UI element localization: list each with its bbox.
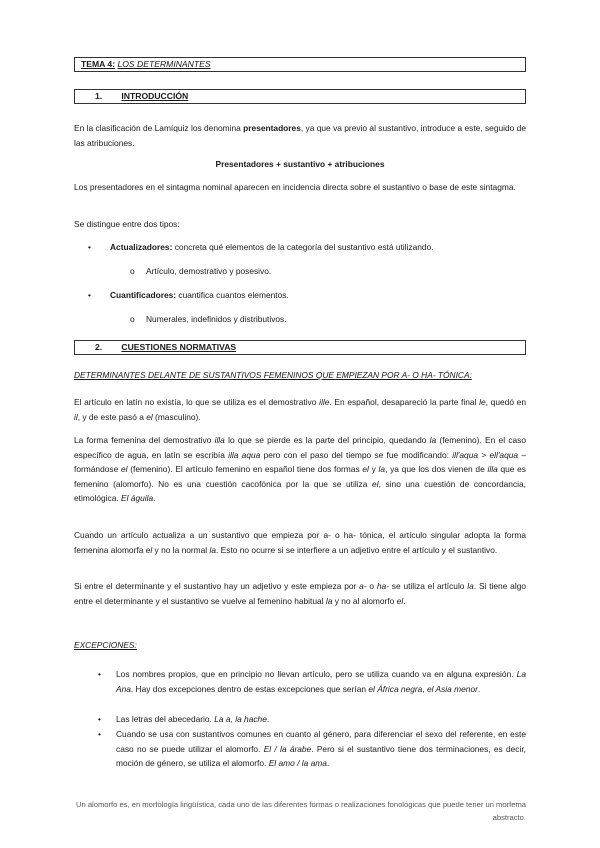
normativas-heading: DETERMINANTES DELANTE DE SUSTANTIVOS FEMENINOS QUE EMPIEZAN POR A- O HA- TÓNICA:: [74, 370, 472, 380]
section-2-number: 2.: [95, 342, 103, 352]
footnote: Un alomorfo es, en morfología lingüística, cada uno de las diferentes formas o realizaciones fonológicas que puede tener un morfema abstracto.: [76, 800, 526, 822]
section-1-title: INTRODUCCIÓN: [121, 91, 189, 101]
intro-paragraph-3: Se distingue entre dos tipos:: [74, 219, 180, 229]
normativas-paragraph-1: El artículo en latín no existía, lo que se utiliza es el demostrativo ille. En español, desapareció la parte final le, quedó en il, y de este pasó a el (masculino).: [74, 397, 526, 422]
section-2-heading: [74, 340, 526, 355]
sub-bullet-icon: o: [130, 314, 135, 324]
sub-item-actualizadores: Artículo, demostrativo y posesivo.: [146, 266, 272, 276]
intro-paragraph-1: En la clasificación de Lamíquiz los denomina presentadores, ya que va previo al sustantivo, introduce a este, seguido de las atribuciones.: [74, 123, 526, 148]
exception-item-2: Las letras del abecedario. La a, la hache.: [116, 714, 270, 724]
tema-label: TEMA 4:: [81, 59, 116, 69]
list-item-actualizadores: Actualizadores: concreta qué elementos de la categoría del sustantivo está utilizando.: [110, 242, 434, 252]
tema-title: LOS DETERMINANTES: [117, 59, 211, 69]
section-1-heading: [74, 89, 526, 104]
tema-title-box: [74, 57, 526, 72]
intro-formula: Presentadores + sustantivo + atribuciones: [215, 159, 385, 169]
intro-paragraph-2: Los presentadores en el sintagma nominal aparecen en incidencia directa sobre el sustantivo o base de este sintagma.: [74, 182, 516, 192]
bullet-icon: •: [88, 242, 91, 252]
excepciones-heading: EXCEPCIONES:: [74, 640, 137, 650]
exception-item-3: Cuando se usa con sustantivos comunes en cuanto al género, para diferenciar el sexo del referente, en este caso no se puede utilizar el alomorfo. El / la árabe. Pero si el sustantivo tiene dos terminaciones, es decir, moción de género, se utiliza el alomorfo. El amo / la ama.: [116, 729, 526, 769]
exception-item-1: Los nombres propios, que en principio no llevan artículo, pero se utiliza cuando va en alguna expresión. La Ana. Hay dos excepciones dentro de estas excepciones que serían el África negra, el Asia menor.: [116, 669, 526, 694]
sub-bullet-icon: o: [130, 266, 135, 276]
normativas-paragraph-2: La forma femenina del demostrativo illa lo que se pierde es la parte del principio, quedando la (femenino). En el caso específico de agua, en latín se escribía illa aqua pero con el paso del tiempo se fue modificando: ill'aqua > ell'aqua – formándose el (femenino). El artículo femenino en español tiene dos formas el y la, ya que los dos vienen de illa que es femenino (alomorfo). No es una cuestión cacofónica por la que se utiliza el, sino una cuestión de concordancia, etimológica. El águila.: [74, 435, 527, 504]
section-1-number: 1.: [95, 91, 103, 101]
normativas-paragraph-4: Si entre el determinante y el sustantivo hay un adjetivo y este empieza por a- o ha- se utiliza el artículo la. Si tiene algo entre el determinante y el sustantivo se vuelve al femenino habitual la y no al alomorfo el.: [74, 581, 527, 606]
normativas-paragraph-3: Cuando un artículo actualiza a un sustantivo que empieza por a- o ha- tónica, el artículo singular adopta la forma femenina alomorfa el y no la normal la. Esto no ocurre si se interfiere a un adjetivo entre el artículo y el sustantivo.: [74, 530, 526, 555]
list-item-cuantificadores: Cuantificadores: cuantifica cuantos elementos.: [110, 290, 289, 300]
bullet-icon: •: [98, 669, 101, 679]
bullet-icon: •: [98, 714, 101, 724]
section-2-title: CUESTIONES NORMATIVAS: [121, 342, 237, 352]
sub-item-cuantificadores: Numerales, indefinidos y distributivos.: [146, 314, 287, 324]
bullet-icon: •: [88, 290, 91, 300]
bullet-icon: •: [98, 729, 101, 739]
